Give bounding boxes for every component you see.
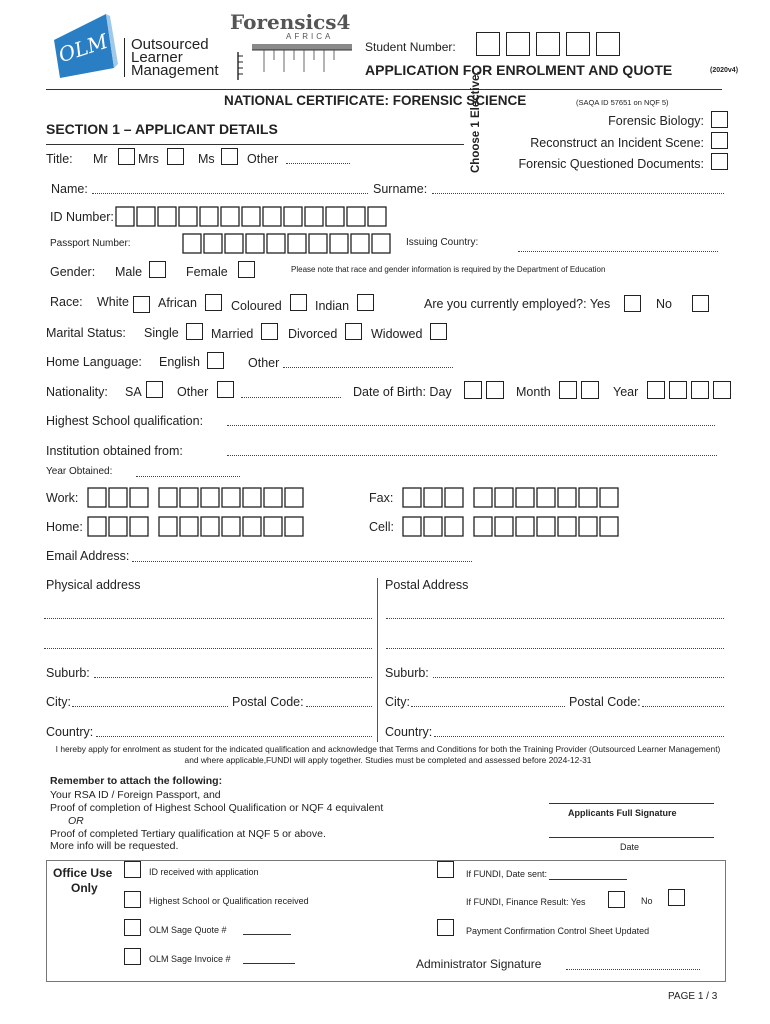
- attachment-line-1: Your RSA ID / Foreign Passport, and: [50, 789, 221, 801]
- surname-field[interactable]: [432, 193, 724, 194]
- elective-questioned-documents: Forensic Questioned Documents:: [518, 157, 704, 171]
- office-sage-quote-checkbox[interactable]: [124, 919, 141, 936]
- nationality-sa: SA: [125, 385, 142, 399]
- org-name-line-1: Outsourced: [131, 36, 209, 53]
- email-field[interactable]: [132, 561, 472, 562]
- marital-widowed: Widowed: [371, 327, 423, 341]
- postal-country-field[interactable]: [434, 736, 724, 737]
- physical-country-field[interactable]: [96, 736, 372, 737]
- physical-address-line-2[interactable]: [44, 648, 372, 649]
- office-fundi-date-label: If FUNDI, Date sent:: [466, 869, 548, 879]
- employed-no-checkbox[interactable]: [692, 295, 709, 312]
- race-coloured-checkbox[interactable]: [290, 294, 307, 311]
- elective-forensic-biology-checkbox[interactable]: [711, 111, 728, 128]
- office-fundi-date-checkbox[interactable]: [437, 861, 454, 878]
- race-african: African: [158, 296, 197, 310]
- issuing-country-field[interactable]: [518, 251, 718, 252]
- nationality-other: Other: [177, 385, 209, 399]
- office-use-heading-1: Office Use: [53, 866, 113, 880]
- qualification-title: NATIONAL CERTIFICATE: FORENSIC SCIENCE: [224, 93, 527, 108]
- attachment-line-2: Proof of completion of Highest School Qualification or NQF 4 equivalent: [50, 802, 384, 814]
- nationality-other-checkbox[interactable]: [217, 381, 234, 398]
- student-number-box-2[interactable]: [506, 32, 530, 56]
- declaration-text: I hereby apply for enrolment as student for the indicated qualification and acknowledge that Terms and Conditions for both the Training Provider (Outsourced Learner Management) and where applicable,FUNDI will apply together. Studies must be completed and assessed before 2024-12-31: [55, 744, 721, 765]
- ruler-graphic: [234, 42, 354, 82]
- title-mrs: Mrs: [138, 152, 159, 166]
- elective-label: Choose 1 Elective:: [470, 70, 482, 173]
- cell-label: Cell:: [369, 520, 395, 534]
- postal-suburb-field[interactable]: [433, 677, 724, 678]
- org-name-line-2: Learner: [131, 49, 183, 66]
- admin-signature-label: Administrator Signature: [416, 957, 542, 971]
- section-1-heading: SECTION 1 – APPLICANT DETAILS: [46, 121, 278, 137]
- postal-postal-code-label: Postal Code:: [569, 695, 641, 709]
- dob-year-label: Year: [613, 385, 639, 399]
- saqa-id: (SAQA ID 57651 on NQF 5): [576, 98, 669, 107]
- physical-suburb-field[interactable]: [94, 677, 372, 678]
- nationality-other-field[interactable]: [241, 397, 341, 398]
- language-english: English: [159, 355, 200, 369]
- dob-year-box-2[interactable]: [669, 381, 687, 399]
- issuing-country-label: Issuing Country:: [406, 237, 479, 248]
- physical-address-label: Physical address: [46, 578, 141, 592]
- title-other: Other: [247, 152, 279, 166]
- title-mr: Mr: [93, 152, 108, 166]
- name-label: Name:: [51, 182, 88, 196]
- office-finance-yes-checkbox[interactable]: [608, 891, 625, 908]
- office-use-heading-2: Only: [71, 881, 98, 895]
- marital-single-checkbox[interactable]: [186, 323, 203, 340]
- title-other-field[interactable]: [286, 163, 350, 164]
- dob-month-label: Month: [516, 385, 551, 399]
- race-coloured: Coloured: [231, 299, 282, 313]
- surname-label: Surname:: [373, 182, 428, 196]
- title-label: Title:: [46, 152, 73, 166]
- elective-questioned-documents-checkbox[interactable]: [711, 153, 728, 170]
- race-white-checkbox[interactable]: [133, 296, 150, 313]
- school-qualification-field[interactable]: [227, 425, 715, 426]
- employed-yes-checkbox[interactable]: [624, 295, 641, 312]
- physical-country-label: Country:: [46, 725, 94, 739]
- office-finance-yes-label: If FUNDI, Finance Result: Yes: [466, 897, 586, 907]
- dob-year-box-3[interactable]: [691, 381, 709, 399]
- institution-label: Institution obtained from:: [46, 444, 183, 458]
- physical-city-label: City:: [46, 695, 71, 709]
- partner-brand-sub: AFRICA: [286, 32, 334, 41]
- gender-label: Gender:: [50, 265, 96, 279]
- elective-incident-scene-checkbox[interactable]: [711, 132, 728, 149]
- home-language-label: Home Language:: [46, 355, 142, 369]
- office-id-received-label: ID received with application: [149, 867, 259, 877]
- name-field[interactable]: [92, 193, 368, 194]
- marital-divorced-checkbox[interactable]: [345, 323, 362, 340]
- gender-female: Female: [186, 265, 228, 279]
- doc-title: APPLICATION FOR ENROLMENT AND QUOTE: [365, 62, 673, 78]
- marital-single: Single: [144, 326, 179, 340]
- olm-logo: [48, 12, 120, 80]
- language-other-field[interactable]: [283, 367, 453, 368]
- dob-day-box-2[interactable]: [486, 381, 504, 399]
- office-payment-confirmation-label: Payment Confirmation Control Sheet Updated: [466, 926, 650, 936]
- postal-city-label: City:: [385, 695, 410, 709]
- dob-year-box-4[interactable]: [713, 381, 731, 399]
- year-obtained-field[interactable]: [136, 476, 240, 477]
- language-other: Other: [248, 356, 280, 370]
- race-indian-checkbox[interactable]: [357, 294, 374, 311]
- office-sage-invoice-label: OLM Sage Invoice #: [149, 954, 231, 964]
- student-number-box-3[interactable]: [536, 32, 560, 56]
- email-label: Email Address:: [46, 549, 130, 563]
- date-label: Date: [620, 842, 640, 852]
- office-school-received-label: Highest School or Qualification received: [149, 896, 309, 906]
- passport-number-boxes[interactable]: [182, 233, 394, 255]
- office-sage-invoice-field[interactable]: [243, 963, 295, 964]
- dob-month-box-1[interactable]: [559, 381, 577, 399]
- office-finance-no-label: No: [641, 896, 653, 906]
- postal-postal-code-field[interactable]: [642, 706, 724, 707]
- student-number-box-4[interactable]: [566, 32, 590, 56]
- marital-divorced: Divorced: [288, 327, 338, 341]
- work-label: Work:: [46, 491, 79, 505]
- office-school-received-checkbox[interactable]: [124, 891, 141, 908]
- student-number-box-5[interactable]: [596, 32, 620, 56]
- id-number-label: ID Number:: [50, 210, 114, 224]
- physical-postal-code-field[interactable]: [306, 706, 372, 707]
- applicant-signature-label: Applicants Full Signature: [568, 808, 677, 818]
- title-ms-checkbox[interactable]: [221, 148, 238, 165]
- office-id-received-checkbox[interactable]: [124, 861, 141, 878]
- postal-address-label: Postal Address: [385, 578, 469, 592]
- home-number-boxes[interactable]: [87, 516, 305, 538]
- physical-address-line-1[interactable]: [44, 618, 372, 619]
- title-mr-checkbox[interactable]: [118, 148, 135, 165]
- partner-logo: [228, 10, 356, 82]
- employed-label: Are you currently employed?: Yes: [424, 297, 611, 311]
- race-white: White: [97, 295, 129, 309]
- postal-address-line-2[interactable]: [386, 648, 724, 649]
- elective-forensic-biology: Forensic Biology:: [608, 114, 704, 128]
- school-qualification-label: Highest School qualification:: [46, 414, 204, 428]
- date-signature-line[interactable]: [549, 837, 714, 838]
- office-fundi-date-field[interactable]: [549, 879, 627, 880]
- institution-field[interactable]: [227, 455, 717, 456]
- office-payment-confirmation-checkbox[interactable]: [437, 919, 454, 936]
- postal-city-field[interactable]: [411, 706, 565, 707]
- marital-married-checkbox[interactable]: [261, 323, 278, 340]
- page-number: PAGE 1 / 3: [668, 991, 718, 1002]
- org-name-line-3: Management: [131, 62, 219, 79]
- applicant-signature-line[interactable]: [549, 803, 714, 804]
- gender-male-checkbox[interactable]: [149, 261, 166, 278]
- physical-postal-code-label: Postal Code:: [232, 695, 304, 709]
- section-1-rule: [46, 144, 464, 145]
- title-ms: Ms: [198, 152, 215, 166]
- id-number-boxes[interactable]: [115, 206, 391, 228]
- office-sage-quote-label: OLM Sage Quote #: [149, 925, 227, 935]
- attachment-line-4: More info will be requested.: [50, 840, 179, 852]
- dob-year-box-1[interactable]: [647, 381, 665, 399]
- year-obtained-label: Year Obtained:: [46, 466, 113, 477]
- employed-no: No: [656, 297, 672, 311]
- student-number-label: Student Number:: [365, 40, 456, 54]
- office-sage-quote-field[interactable]: [243, 934, 291, 935]
- fax-number-boxes[interactable]: [402, 487, 620, 509]
- office-finance-no-checkbox[interactable]: [668, 889, 685, 906]
- cell-number-boxes[interactable]: [402, 516, 620, 538]
- postal-address-line-1[interactable]: [386, 618, 724, 619]
- elective-incident-scene: Reconstruct an Incident Scene:: [530, 136, 704, 150]
- office-sage-invoice-checkbox[interactable]: [124, 948, 141, 965]
- nationality-label: Nationality:: [46, 385, 108, 399]
- header-rule: [46, 89, 722, 90]
- org-name: [124, 38, 219, 77]
- race-indian: Indian: [315, 299, 350, 313]
- address-divider: [377, 578, 378, 742]
- postal-country-label: Country:: [385, 725, 433, 739]
- physical-suburb-label: Suburb:: [46, 666, 90, 680]
- doc-version: (2020v4): [710, 67, 739, 74]
- fax-label: Fax:: [369, 491, 394, 505]
- nationality-sa-checkbox[interactable]: [146, 381, 163, 398]
- attachments-heading: Remember to attach the following:: [50, 775, 223, 787]
- race-gender-note: Please note that race and gender information is required by the Department of Education: [291, 265, 606, 274]
- gender-female-checkbox[interactable]: [238, 261, 255, 278]
- language-english-checkbox[interactable]: [207, 352, 224, 369]
- race-african-checkbox[interactable]: [205, 294, 222, 311]
- admin-signature-field[interactable]: [566, 969, 700, 970]
- marital-label: Marital Status:: [46, 326, 126, 340]
- gender-male: Male: [115, 265, 143, 279]
- partner-brand: Forensics4: [230, 10, 351, 34]
- race-label: Race:: [50, 295, 83, 309]
- physical-city-field[interactable]: [72, 706, 228, 707]
- dob-day-label: Date of Birth: Day: [353, 385, 452, 399]
- attachment-line-3: Proof of completed Tertiary qualification at NQF 5 or above.: [50, 828, 326, 840]
- marital-married: Married: [211, 327, 254, 341]
- dob-day-box-1[interactable]: [464, 381, 482, 399]
- home-label: Home:: [46, 520, 83, 534]
- dob-month-box-2[interactable]: [581, 381, 599, 399]
- olm-logo-text: OLM: [55, 28, 111, 68]
- title-mrs-checkbox[interactable]: [167, 148, 184, 165]
- postal-suburb-label: Suburb:: [385, 666, 429, 680]
- passport-label: Passport Number:: [50, 238, 131, 249]
- attachment-line-or: OR: [68, 815, 84, 827]
- work-number-boxes[interactable]: [87, 487, 305, 509]
- marital-widowed-checkbox[interactable]: [430, 323, 447, 340]
- student-number-box-1[interactable]: [476, 32, 500, 56]
